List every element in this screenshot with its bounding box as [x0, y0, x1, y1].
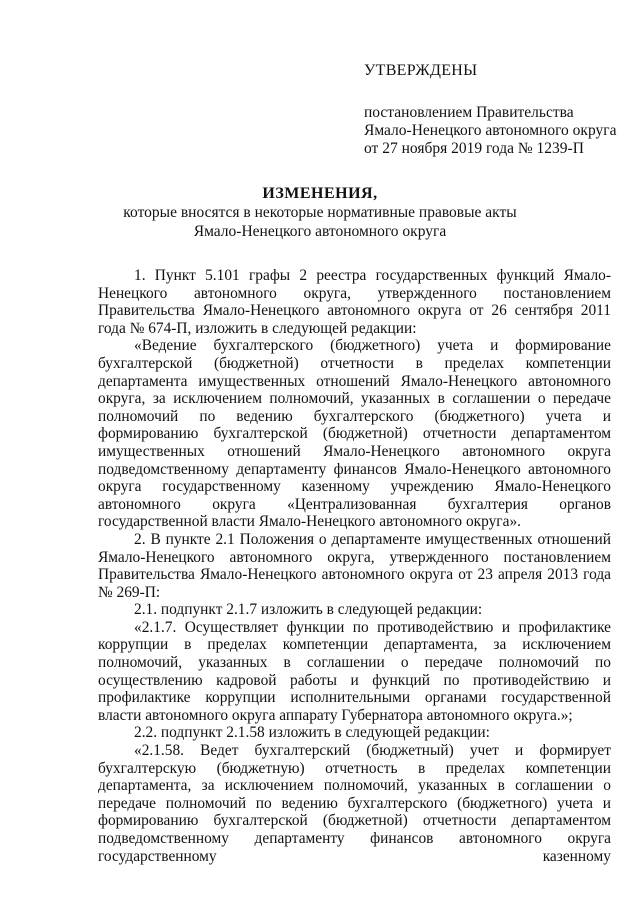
paragraph: 2.2. подпункт 2.1.58 изложить в следующей редакции: [134, 724, 490, 742]
document-title: ИЗМЕНЕНИЯ, [262, 185, 378, 202]
document-subtitle: которые вносятся в некоторые нормативные правовые акты [123, 204, 517, 221]
document-subtitle: Ямало-Ненецкого автономного округа [193, 223, 447, 240]
approval-block [364, 62, 624, 158]
paragraph: 1. Пункт 5.101 графы 2 реестра государственных функций Ямало-Ненецкого автономного округа, утвержденного постановлением Правительства Ямало-Ненецкого автономного округа от 26 сентября 2011 года № 674-П, изложить в следующей редакции: [98, 267, 611, 337]
paragraph: 2. В пункте 2.1 Положения о департаменте имущественных отношений Ямало-Ненецкого автономного округа, утвержденного постановлением Правительства Ямало-Ненецкого автономного округа от 23 апреля 2013 года № 269-П: [98, 530, 611, 601]
document-body [98, 267, 611, 865]
paragraph: «2.1.7. Осуществляет функции по противодействию и профилактике коррупции в пределах компетенции департамента, за исключением полномочий, указанных в соглашении о передаче полномочий по осуществлению кадровой работы и функций по противодействию и профилактике коррупции исполнительными органами государственной власти автономного округа аппарату Губернатора автономного округа.»; [98, 618, 611, 724]
approval-line: постановлением Правительства [364, 104, 574, 121]
approval-line: от 27 ноября 2019 года № 1239-П [364, 140, 584, 157]
paragraph: «2.1.58. Ведет бухгалтерский (бюджетный) учет и формирует бухгалтерскую (бюджетную) отчетность в пределах компетенции департамента, за исключением полномочий, указанных в соглашении о передаче полномочий по ведению бухгалтерского (бюджетного) учета и формированию бухгалтерской (бюджетной) отчетности департаментом подведомственному департаменту финансов автономного округа государственному казенному [98, 742, 611, 865]
approval-line: Ямало-Ненецкого автономного округа [364, 122, 617, 139]
title-block [0, 185, 640, 241]
approval-heading: УТВЕРЖДЕНЫ [364, 62, 478, 79]
paragraph: «Ведение бухгалтерского (бюджетного) учета и формирование бухгалтерской (бюджетной) отчетности в пределах компетенции департамента имущественных отношений Ямало-Ненецкого автономного округа, за исключением полномочий, указанных в соглашении о передаче полномочий по ведению бухгалтерского (бюджетного) учета и формированию бухгалтерской (бюджетной) отчетности департаментом имущественных отношений Ямало-Ненецкого автономного округа подведомственному департаменту финансов Ямало-Ненецкого автономного округа государственному казенному учреждению Ямало-Ненецкого автономного округа «Централизованная бухгалтерия органов государственной власти Ямало-Ненецкого автономного округа». [98, 337, 611, 531]
paragraph: 2.1. подпункт 2.1.7 изложить в следующей редакции: [134, 601, 483, 619]
